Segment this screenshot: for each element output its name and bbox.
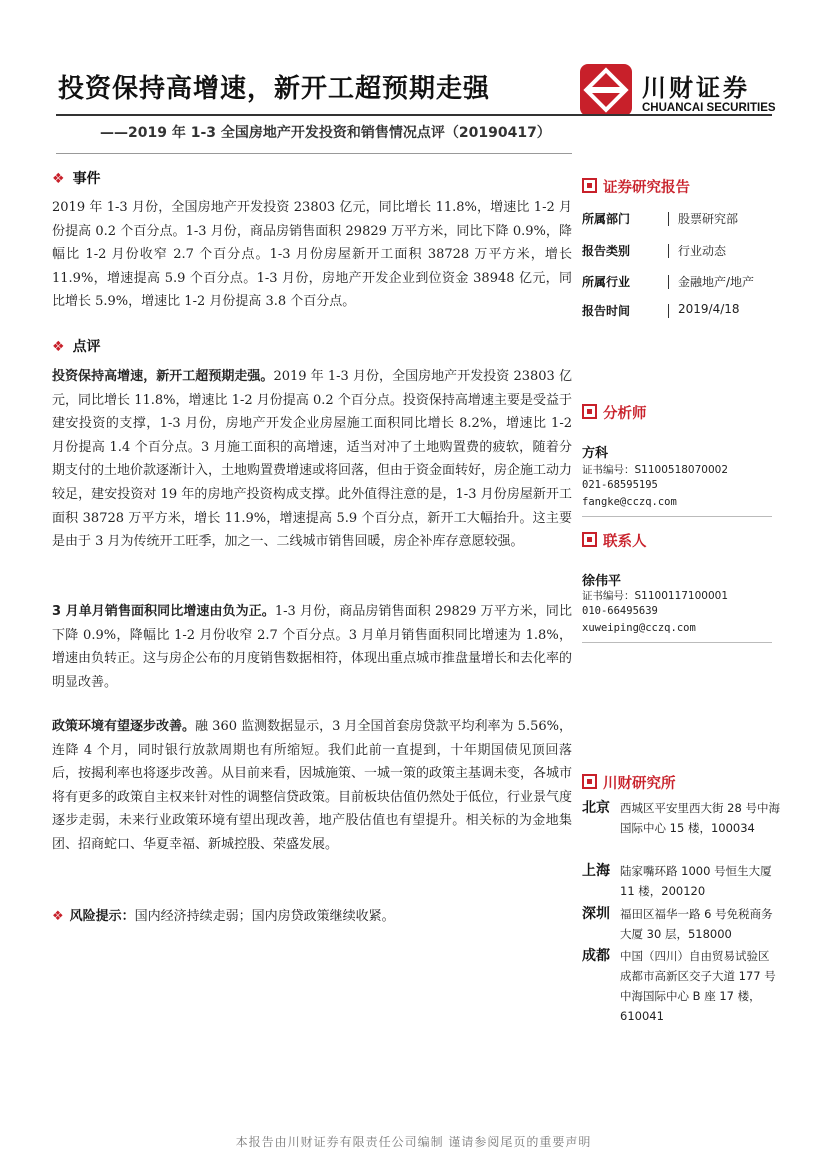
diamond-bullet-icon: ❖ [52, 909, 64, 924]
meta-row-industry: 所属行业 金融地产/地产 [582, 275, 755, 289]
sidebar-heading-institute: 川财研究所 [582, 772, 676, 793]
comment-paragraph-1: 投资保持高增速，新开工超预期走强。2019 年 1-3 月份，全国房地产开发投资 23803 亿元，同比增长 11.8%，增速比 1-2 月份提高 0.2 个百分点。投资保持高增速主要是受益于建安投资的支撑，1-3 月份，房地产开发企业房屋施工面积同比增长 8.2%，增速比 1-2 月份提高 1.4 个百分点。3 月施工面积的高增速，适当对冲了土地购置费的疲软，随着分期支付的土地价款逐渐计入，土地购置费增速或将回落，但由于资金面转好，房企施工动力较足，建安投资对 19 年的房地产投资构成支撑。此外值得注意的是，1-3 月份房屋新开工面积 38728 万平方米，增长 11.9%，增速提高 5.9 个百分点，新开工大幅抬升。这主要是由于 3 月为传统开工旺季，加之一、二线城市销售回暖，房企补库存意愿较强。 [52, 369, 573, 550]
diamond-bullet-icon: ❖ [52, 339, 65, 355]
sidebar-divider [582, 516, 772, 517]
comment-paragraph-2: 3 月单月销售面积同比增速由负为正。1-3 月份，商品房销售面积 29829 万平方米，同比下降 0.9%，降幅比 1-2 月份收窄 2.7 个百分点。3 月单月销售面积同比增速为 1.8%，增速由负转正。这与房企公布的月度销售数据相符，体现出重点城市推盘量增长和去化率的明显改善。 [52, 604, 573, 690]
paragraph-lead: 3 月单月销售面积同比增速由负为正。 [52, 604, 275, 619]
page-title: 投资保持高增速，新开工超预期走强 [58, 74, 491, 104]
header-divider [56, 114, 772, 116]
sidebar-divider [582, 642, 772, 643]
logo-name-cn: 川财证券 [642, 74, 750, 102]
section-heading-event: ❖ 事件 [52, 171, 101, 187]
paragraph-lead: 政策环境有望逐步改善。 [52, 719, 196, 734]
meta-row-category: 报告类别 行业动态 [582, 244, 727, 258]
square-bullet-icon [582, 774, 597, 789]
analyst-name: 方科 [582, 446, 609, 461]
square-bullet-icon [582, 404, 597, 419]
sidebar-heading-analyst: 分析师 [582, 402, 647, 423]
logo-emblem-icon [580, 64, 632, 116]
contact-phone: 010-66495639 [582, 605, 658, 617]
comment-paragraph-3: 政策环境有望逐步改善。融 360 监测数据显示，3 月全国首套房贷款平均利率为 5.56%，连降 4 个月，同时银行放款周期也有所缩短。我们此前一直提到，十年期国债见顶回落后，按揭利率也将逐步改善。从目前来看，因城施策、一城一策的政策主基调未变，各城市将有更多的政策自主权来针对性的调整信贷政策。目前板块估值仍然处于低位，行业景气度逐步走弱，未来行业政策环境有望出现改善，地产股估值也有望提升。相关标的为金地集团、招商蛇口、华夏幸福、新城控股、荣盛发展。 [52, 719, 573, 852]
company-logo [580, 64, 776, 120]
contact-email[interactable]: xuweiping@cczq.com [582, 622, 696, 634]
risk-warning: ❖ 风险提示：国内经济持续走弱；国内房贷政策继续收紧。 [52, 909, 395, 924]
analyst-phone: 021-68595195 [582, 479, 658, 491]
event-paragraph: 2019 年 1-3 月份，全国房地产开发投资 23803 亿元，同比增长 11.8%，增速比 1-2 月份提高 0.2 个百分点。1-3 月份，商品房销售面积 29829 万平方米，同比下降 0.9%，降幅比 1-2 月份收窄 2.7 个百分点。1-3 月份房屋新开工面积 38728 万平方米，增长 11.9%，增速提高 5.9 个百分点。1-3 月份，房地产开发企业到位资金 38948 亿元，同比增长 5.9%，增速比 1-2 月份提高 3.8 个百分点。 [52, 200, 572, 310]
page-subtitle: ——2019 年 1-3 全国房地产开发投资和销售情况点评（20190417） [100, 125, 551, 141]
logo-name-en: CHUANCAI SECURITIES [642, 102, 776, 114]
square-bullet-icon [582, 178, 597, 193]
meta-row-date: 报告时间 2019/4/18 [582, 302, 740, 318]
diamond-bullet-icon: ❖ [52, 171, 65, 187]
sidebar-heading-contact: 联系人 [582, 530, 647, 551]
contact-cert: 证书编号：S1100117100001 [582, 590, 729, 602]
analyst-email[interactable]: fangke@cczq.com [582, 496, 677, 508]
sidebar-heading-report: 证券研究报告 [582, 176, 690, 197]
contact-name: 徐伟平 [582, 574, 622, 589]
page-footer: 本报告由川财证券有限责任公司编制 谨请参阅尾页的重要声明 [235, 1135, 592, 1149]
subtitle-divider [56, 153, 572, 154]
meta-row-department: 所属部门 股票研究部 [582, 212, 739, 226]
analyst-cert: 证书编号：S1100518070002 [582, 464, 729, 476]
paragraph-lead: 投资保持高增速，新开工超预期走强。 [52, 369, 274, 384]
square-bullet-icon [582, 532, 597, 547]
section-heading-comment: ❖ 点评 [52, 339, 101, 355]
